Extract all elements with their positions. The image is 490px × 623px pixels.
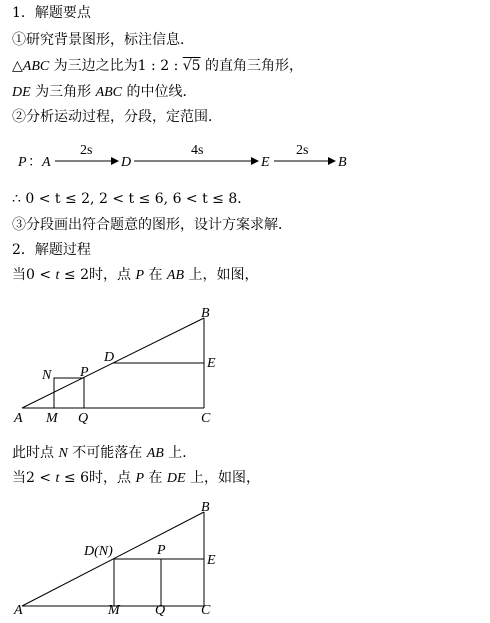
time-ranges: ∴ 0 < t ≤ 2, 2 < t ≤ 6, 6 < t ≤ 8． bbox=[12, 191, 252, 207]
fig1-label-p: P bbox=[80, 365, 89, 380]
case-2-mid: ≤ 6时，点 bbox=[59, 470, 136, 486]
case-1-mid: ≤ 2时，点 bbox=[59, 267, 136, 283]
midline-triangle-name: ABC bbox=[95, 85, 123, 100]
path-time-3: 2s bbox=[296, 143, 309, 158]
fig2-label-q: Q bbox=[155, 603, 166, 618]
fig2-label-p: P bbox=[157, 543, 166, 558]
case-1-text bbox=[12, 266, 258, 285]
path-point-e: E bbox=[261, 155, 270, 170]
fig1-label-d: D bbox=[104, 350, 115, 365]
de-name: DE bbox=[12, 85, 31, 100]
triangle-ratio-text: 为三边之比为1 : 2 : bbox=[49, 58, 183, 74]
case-2-mid2: 在 bbox=[144, 470, 167, 486]
figure-1 bbox=[0, 298, 490, 438]
path-point-a: A bbox=[42, 155, 51, 170]
section-heading-2: 2．解题过程 bbox=[12, 242, 91, 258]
step-2-text: ②分析运动过程，分段，定范围． bbox=[12, 109, 222, 125]
fig1-label-c: C bbox=[201, 411, 211, 426]
case-1-point-p: P bbox=[135, 268, 144, 283]
note-pre: 此时点 bbox=[12, 445, 59, 461]
triangle-post-text: 的直角三角形， bbox=[200, 58, 304, 74]
fig1-label-e: E bbox=[207, 356, 216, 371]
case-2-segment-de: DE bbox=[166, 471, 186, 486]
midline-mid-text: 为三角形 bbox=[30, 84, 96, 100]
midline-post-text: 的中位线． bbox=[122, 84, 197, 100]
note-segment-ab: AB bbox=[146, 446, 164, 461]
sqrt-five: √5 bbox=[182, 58, 201, 74]
case-2-post: 上，如图， bbox=[185, 470, 261, 486]
path-time-1: 2s bbox=[80, 143, 93, 158]
case-2-text bbox=[12, 469, 260, 488]
case-2-var-t: t bbox=[55, 471, 60, 486]
triangle-description bbox=[12, 57, 303, 76]
fig1-label-b: B bbox=[201, 306, 210, 321]
case-2-pre: 当2 < bbox=[12, 470, 56, 486]
fig2-label-dn: D(N) bbox=[84, 544, 113, 559]
motion-path-diagram bbox=[0, 138, 490, 178]
fig2-label-m: M bbox=[108, 603, 120, 618]
note-mid: 不可能落在 bbox=[67, 445, 147, 461]
case-1-var-t: t bbox=[55, 268, 60, 283]
case-1-mid2: 在 bbox=[144, 267, 167, 283]
fig2-label-a: A bbox=[14, 603, 23, 618]
path-colon: ： bbox=[28, 155, 42, 170]
fig2-label-b: B bbox=[201, 500, 210, 515]
figure-2 bbox=[0, 498, 490, 623]
section-heading-1: 1．解题要点 bbox=[12, 5, 91, 21]
triangle-symbol: △ bbox=[12, 58, 23, 74]
path-label-p: P bbox=[18, 155, 27, 170]
path-time-2: 4s bbox=[191, 143, 204, 158]
path-point-b: B bbox=[338, 155, 347, 170]
fig2-label-c: C bbox=[201, 603, 211, 618]
note-post: 上． bbox=[163, 445, 197, 461]
path-point-d: D bbox=[121, 155, 132, 170]
fig1-label-n: N bbox=[42, 368, 52, 383]
triangle-name: ABC bbox=[22, 59, 50, 74]
fig1-label-m: M bbox=[46, 411, 58, 426]
case-2-point-p: P bbox=[135, 471, 144, 486]
note-text bbox=[12, 444, 196, 463]
case-1-post: 上，如图， bbox=[184, 267, 259, 283]
step-3-text: ③分段画出符合题意的图形，设计方案求解． bbox=[12, 217, 292, 233]
fig1-label-q: Q bbox=[78, 411, 89, 426]
step-1-text: ①研究背景图形，标注信息． bbox=[12, 32, 194, 48]
case-1-segment-ab: AB bbox=[166, 268, 185, 283]
fig2-label-e: E bbox=[207, 553, 216, 568]
fig1-label-a: A bbox=[14, 411, 23, 426]
fig1-square-mnpq bbox=[54, 378, 84, 408]
note-point-n: N bbox=[58, 446, 68, 461]
case-1-pre: 当0 < bbox=[12, 267, 56, 283]
midline-description bbox=[12, 83, 196, 102]
